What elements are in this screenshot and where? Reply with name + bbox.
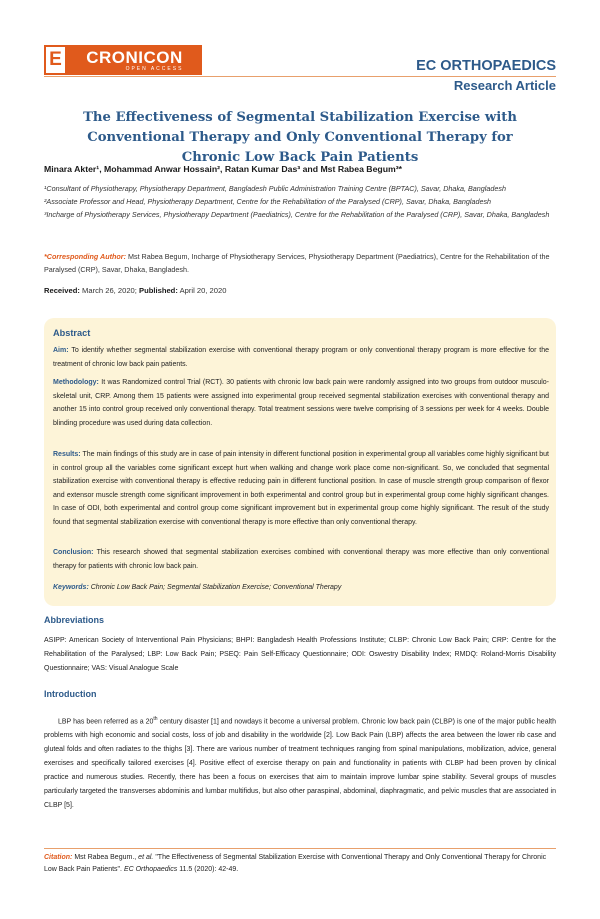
citation-title: "The Effectiveness of Segmental Stabilization Exercise with Conventional Therapy and Only Conventional Therapy for Chronic Low Back Pain Patients".: [44, 854, 547, 873]
cronicon-logo: [44, 45, 202, 75]
abstract-methodology: [53, 376, 549, 430]
affiliation-3: ³Incharge of Physiotherapy Services, Physiotherapy Department (Paediatrics), Centre for the Rehabilitation of the Paralysed (CRP), Savar, Dhaka, Bangladesh: [44, 210, 550, 219]
article-type: Research Article: [453, 78, 556, 93]
header-divider: [44, 76, 556, 77]
affiliations: [44, 182, 556, 221]
intro-text-start: LBP has been referred as a 20: [58, 718, 154, 726]
aim-label: Aim:: [53, 347, 69, 354]
dates: [44, 286, 226, 295]
affiliation-2: ²Associate Professor and Head, Physiotherapy Department, Centre for the Rehabilitation of the Paralysed (CRP), Savar, Dhaka, Bangladesh: [44, 197, 492, 206]
corresponding-author: [44, 250, 556, 276]
citation-etal: et al.: [138, 854, 154, 861]
corresponding-text: Mst Rabea Begum, Incharge of Physiotherapy Services, Physiotherapy Department (Paediatrics), Centre for the Rehabilitation of the Paralysed (CRP), Savar, Dhaka, Bangladesh.: [44, 252, 550, 274]
logo-letter: E: [44, 45, 67, 75]
results-label: Results:: [53, 451, 81, 458]
abstract-conclusion: [53, 546, 549, 573]
intro-superscript: th: [153, 716, 158, 722]
abbreviations-heading: Abbreviations: [44, 615, 105, 625]
abstract-heading: Abstract: [53, 328, 91, 338]
methodology-text: It was Randomized control Trial (RCT). 30 patients with chronic low back pain were randomly assigned into two groups from outdoor musculo-skeletal unit, CRP. Among them 15 patients were assigned into experimental group received segmental stabilization exercises with conventional therapy and another 15 into control group received only conventional therapy. Total treatment sessions were twelve comprising of 3 sessions per week for 4 weeks. Double blinding procedure was used during data collection.: [53, 379, 550, 427]
introduction-heading: Introduction: [44, 689, 97, 699]
paper-title: The Effectiveness of Segmental Stabilization Exercise with Conventional Therapy and Only Conventional Therapy for Chronic Low Back Pain Patients: [83, 110, 517, 165]
citation: [44, 852, 556, 876]
conclusion-label: Conclusion:: [53, 549, 94, 556]
introduction-paragraph: [44, 712, 556, 813]
published-label: Published:: [139, 286, 178, 295]
citation-journal: EC Orthopaedics: [123, 866, 178, 873]
published-date: April 20, 2020: [179, 286, 227, 295]
keywords-label: Keywords:: [53, 584, 89, 591]
received-label: Received:: [44, 286, 80, 295]
citation-details: 11.5 (2020): 42-49.: [179, 866, 239, 873]
keywords-text: Chronic Low Back Pain; Segmental Stabilization Exercise; Conventional Therapy: [90, 584, 342, 591]
affiliation-1: ¹Consultant of Physiotherapy, Physiotherapy Department, Bangladesh Public Administration Training Centre (BPTAC), Savar, Dhaka, Bangladesh: [44, 184, 506, 193]
abstract-aim: [53, 344, 549, 371]
logo-sub-text: OPEN ACCESS: [125, 65, 184, 72]
aim-text: To identify whether segmental stabilization exercise with conventional therapy program or only conventional therapy program is more effective for the treatment of chronic low back pain patients.: [53, 347, 549, 368]
intro-text-rest: century disaster [1] and nowdays it become a universal problem. Chronic low back pain (CLBP) is one of the major public health problems with high economic and social costs, loss of job and disability in the worldwide [2]. Low Back Pain (LBP) affects the area between the lower rib case and gluteal folds and often radiates to the thighs [3]. There are various number of treatment techniques ranging from spinal manipulations, mobilization, advice, general exercises and specifically tailored exercises [4]. Positive effect of exercise therapy on pain and functionality in patients with CLBP had been proven by clinical practice and numerous studies. Recently, there has been a focus on exercises that aim to maintain improve lumbar spine stability. Several groups of muscles particularly targeted the transverses abdominis and lumbar multifidus, but also other paraspinal, abdominal, diaphragmatic, and pelvic muscles that are associated in CLBP [5].: [44, 718, 556, 810]
author-list: Minara Akter¹, Mohammad Anwar Hossain², Ratan Kumar Das³ and Mst Rabea Begum³*: [44, 164, 403, 174]
conclusion-text: This research showed that segmental stabilization exercises combined with conventional therapy was more effective than only conventional therapy for patients with chronic low back pain.: [53, 549, 549, 570]
abstract-keywords: [53, 581, 549, 595]
citation-authors: Mst Rabea Begum.,: [74, 854, 137, 861]
footer-divider: [44, 848, 556, 849]
citation-label: Citation:: [44, 854, 73, 861]
received-date: March 26, 2020;: [82, 286, 137, 295]
journal-name: EC ORTHOPAEDICS: [416, 58, 556, 74]
abbreviations-text: ASIPP: American Society of Interventional Pain Physicians; BHPI: Bangladesh Health Professions Institute; CLBP: Chronic Low Back Pain; CRP: Centre for the Rehabilitation of the Paralysed; LBP: Low Back Pain; PSEQ: Pain Self-Efficacy Questionnaire; ODI: Oswestry Disability Index; RMDQ: Roland-Morris Disability Questionnaire; VAS: Visual Analogue Scale: [44, 637, 556, 672]
logo-main-text: CRONICON: [86, 47, 183, 67]
abstract-results: [53, 448, 549, 529]
results-text: The main findings of this study are in case of pain intensity in different functional position in experimental group all variables come highly significant but in control group all the variables come significant except hurt when walking and change work place come non-significant. So, we concluded that segmental stabilization exercise with conventional therapy is effective reducing pain in different functional position. In case of muscle strength group comparison of flexor and extensor muscle strength come significant improvement in both experimental and control group but in experimental group come highly significant changes. In case of ODI, both experimental and control group come significant improvement but in experimental group come highly significant. The result of the study found that segmental stabilization exercise with conventional therapy is more effective than only conventional therapy.: [53, 451, 549, 526]
methodology-label: Methodology:: [53, 379, 99, 386]
corresponding-label: *Corresponding Author:: [44, 252, 126, 261]
logo-text: [67, 45, 202, 75]
